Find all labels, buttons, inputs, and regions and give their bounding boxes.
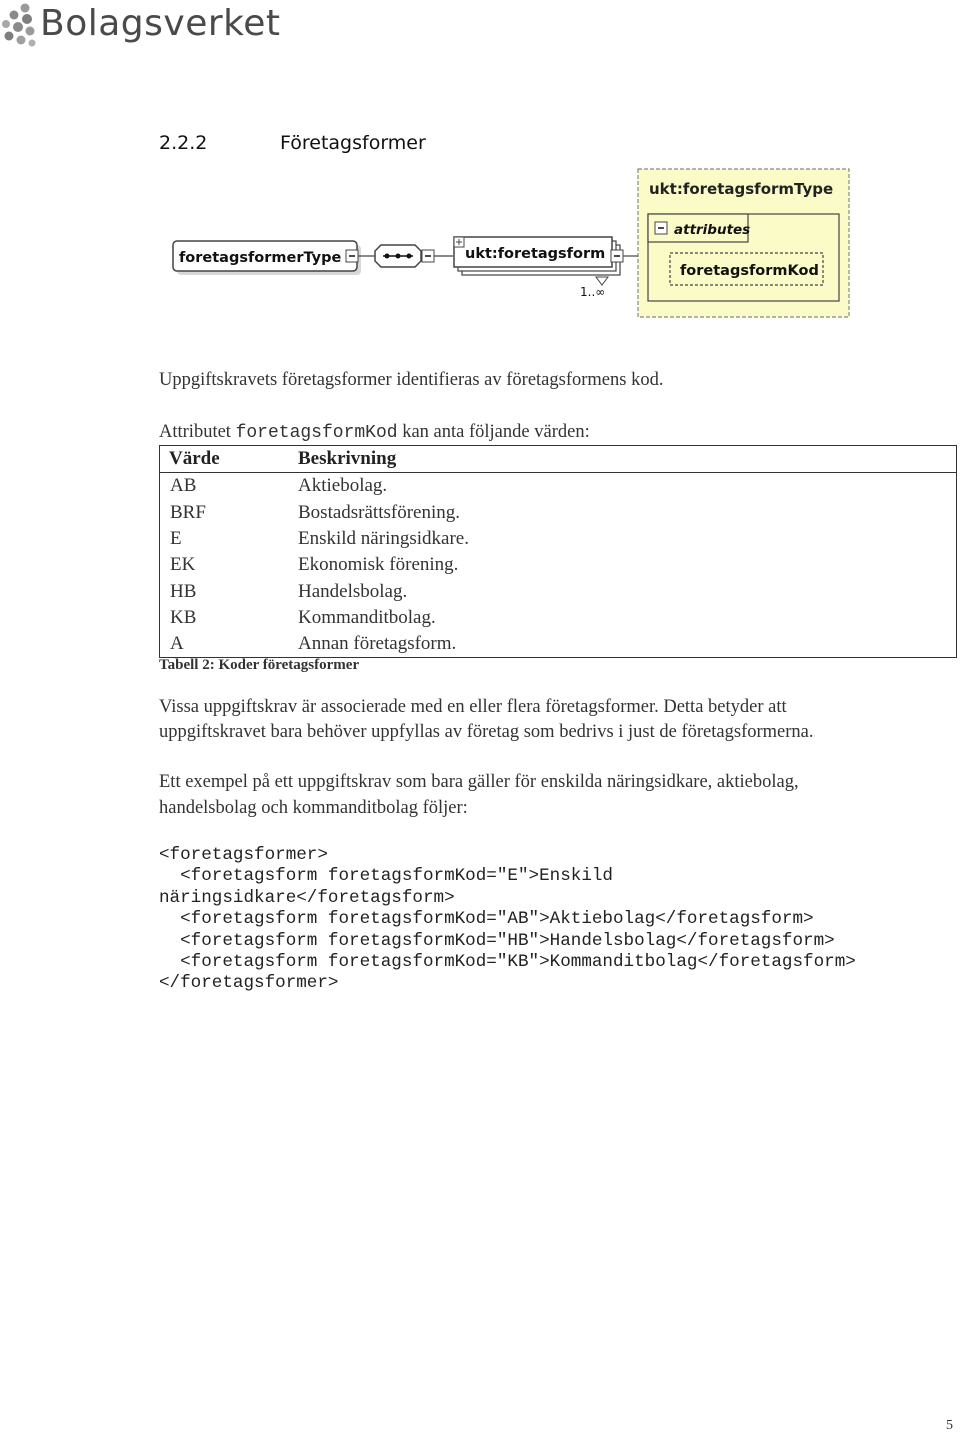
cell-description: Kommanditbolag. <box>298 606 436 628</box>
code-line: <foretagsform foretagsformKod="AB">Aktiebolag</foretagsform> <box>159 909 814 930</box>
cardinality: 1..∞ <box>580 285 606 299</box>
schema-diagram <box>165 165 855 320</box>
table-row <box>160 605 957 631</box>
cell-description: Annan företagsform. <box>298 633 457 655</box>
code-line: <foretagsform foretagsformKod="KB">Kommanditbolag</foretagsform> <box>159 952 856 973</box>
section-title: Företagsformer <box>280 132 426 154</box>
attribute-name: foretagsformKod <box>680 263 819 279</box>
attribute-code: foretagsformKod <box>235 423 398 443</box>
attribute-prefix: Attributet <box>159 422 236 442</box>
attribute-suffix: kan anta följande värden: <box>397 422 590 442</box>
table-row <box>160 631 957 658</box>
xml-code-example <box>159 845 856 995</box>
root-element-name: foretagsformerType <box>179 250 342 266</box>
table-row <box>160 526 957 552</box>
bolagsverket-logo <box>0 0 280 50</box>
code-line: <foretagsformer> <box>159 845 328 865</box>
code-line: <foretagsform foretagsformKod="HB">Handelsbolag</foretagsform> <box>159 930 835 951</box>
page-number: 5 <box>946 1418 953 1433</box>
child-element-name: ukt:foretagsform <box>465 246 606 262</box>
paragraph-1-line-2: uppgiftskravet bara behöver uppfyllas av företag som bedrivs i just de företagsformerna. <box>159 722 814 742</box>
cell-code: HB <box>170 580 197 602</box>
cell-description: Handelsbolag. <box>298 580 408 602</box>
cell-code: EK <box>170 554 196 576</box>
type-name: ukt:foretagsformType <box>649 180 834 198</box>
table-row <box>160 552 957 578</box>
attribute-line <box>159 420 590 446</box>
attributes-label: attributes <box>674 222 751 238</box>
code-line: </foretagsformer> <box>159 973 339 994</box>
cell-code: BRF <box>170 501 206 523</box>
column-header-value: Värde <box>160 446 299 473</box>
cell-code: KB <box>170 606 197 628</box>
code-line: <foretagsform foretagsformKod="E">Enskild <box>159 866 613 887</box>
cell-code: A <box>170 633 184 655</box>
paragraph-2-line-2: handelsbolag och kommanditbolag följer: <box>159 798 468 818</box>
cell-description: Ekonomisk förening. <box>298 554 459 576</box>
cell-description: Enskild näringsidkare. <box>298 528 469 550</box>
column-header-description: Beskrivning <box>298 446 957 473</box>
table-caption: Tabell 2: Koder företagsformer <box>159 657 360 673</box>
logo-dots-icon <box>0 2 38 48</box>
cell-code: E <box>170 528 182 550</box>
paragraph-2-line-1: Ett exempel på ett uppgiftskrav som bara gäller för enskilda näringsidkare, aktiebolag, <box>159 772 799 792</box>
table-header-row <box>160 446 957 473</box>
intro-text: Uppgiftskravets företagsformer identifieras av företagsformens kod. <box>159 370 664 390</box>
cell-code: AB <box>170 475 197 497</box>
cell-description: Bostadsrättsförening. <box>298 501 461 523</box>
section-number: 2.2.2 <box>159 132 208 154</box>
codes-table <box>159 445 957 658</box>
logo-text: Bolagsverket <box>40 3 281 44</box>
section-heading <box>159 131 426 155</box>
table-row <box>160 500 957 526</box>
paragraph-1-line-1: Vissa uppgiftskrav är associerade med en eller flera företagsformer. Detta betyder att <box>159 697 787 717</box>
cell-description: Aktiebolag. <box>298 475 388 497</box>
table-row <box>160 473 957 500</box>
code-line: näringsidkare</foretagsform> <box>159 887 455 908</box>
table-row <box>160 578 957 604</box>
